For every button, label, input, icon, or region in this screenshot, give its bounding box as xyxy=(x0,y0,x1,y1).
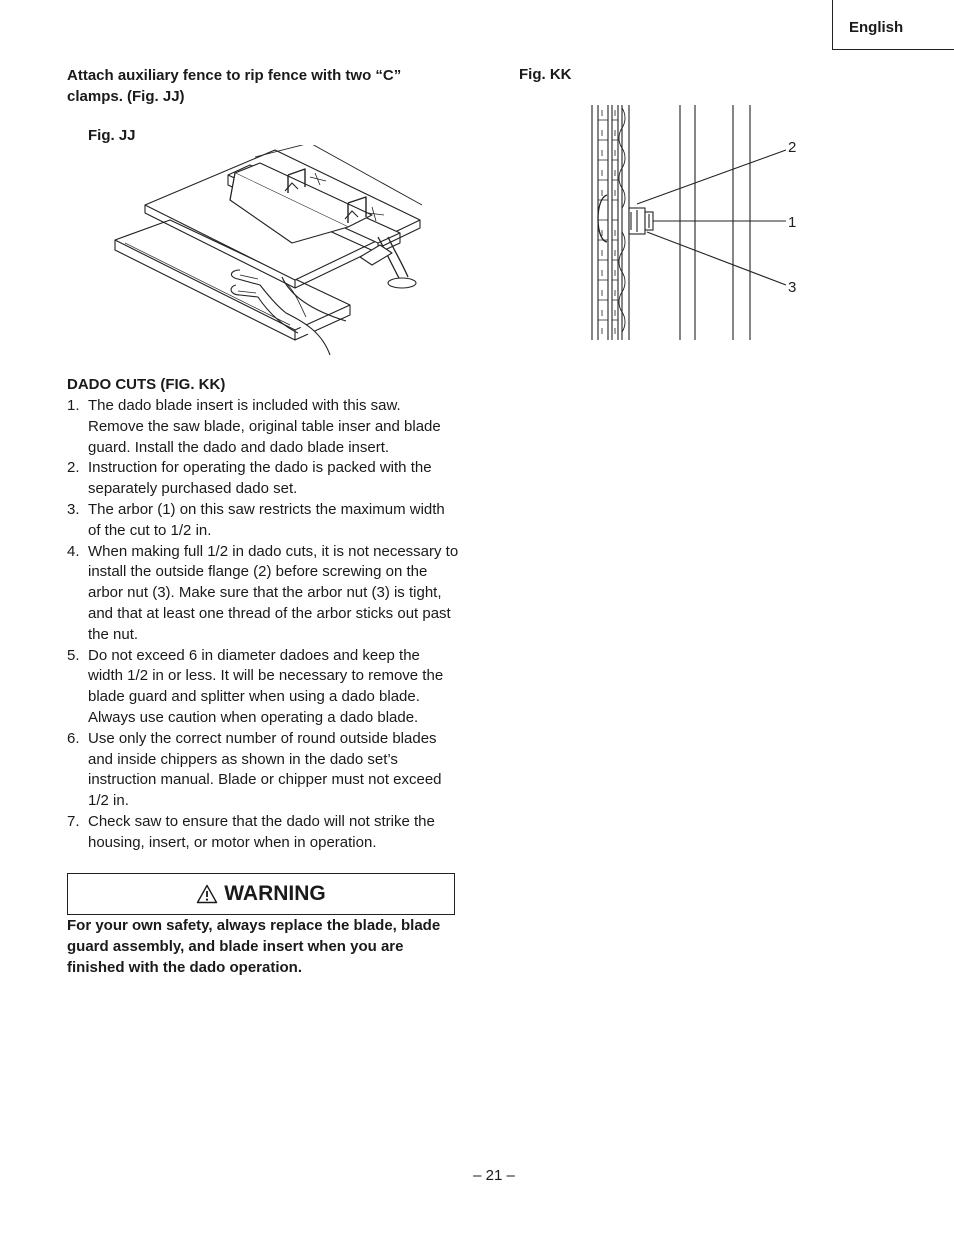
table-saw-illustration xyxy=(110,145,430,360)
list-item xyxy=(67,500,459,542)
step-number: 1. xyxy=(67,397,80,414)
callout-1: 1 xyxy=(788,214,797,231)
dado-steps-list xyxy=(67,396,459,854)
step-text: Do not exceed 6 in diameter dadoes and keep the width 1/2 in or less. It will be necessary to remove the blade guard and splitter when using a dado blade. Always use caution when operating a dado blade. xyxy=(88,646,444,726)
list-item xyxy=(67,396,459,458)
warning-box xyxy=(67,873,455,915)
step-text: The dado blade insert is included with this saw. Remove the saw blade, original table inser and blade guard. Install the dado and dado blade insert. xyxy=(88,397,441,456)
dado-cuts-heading: DADO CUTS (FIG. KK) xyxy=(67,376,226,393)
callout-2: 2 xyxy=(788,139,797,156)
dado-arbor-illustration xyxy=(585,100,810,345)
warning-title: WARNING xyxy=(224,882,326,905)
step-number: 4. xyxy=(67,542,80,560)
step-text: The arbor (1) on this saw restricts the maximum width of the cut to 1/2 in. xyxy=(88,500,445,539)
step-number: 6. xyxy=(67,729,80,747)
page-number xyxy=(0,1167,954,1184)
step-text: Use only the correct number of round outside blades and inside chippers as shown in the dado set’s instruction manual. Blade or chipper must not exceed 1/2 in. xyxy=(88,729,442,810)
step-number: 2. xyxy=(67,459,80,477)
language-label: English xyxy=(849,19,904,36)
list-item xyxy=(67,812,459,854)
step-text: Check saw to ensure that the dado will not strike the housing, insert, or motor when in operation. xyxy=(88,812,435,851)
step-number: 7. xyxy=(67,812,80,830)
list-item xyxy=(67,542,459,646)
callout-3: 3 xyxy=(788,279,797,296)
list-item xyxy=(67,646,459,729)
step-number: 3. xyxy=(67,500,80,518)
step-text: When making full 1/2 in dado cuts, it is not necessary to install the outside flange (2) before screwing on the arbor nut (3). Make sure that the arbor nut (3) is tight, and that at least one thread of the arbor sticks out past the nut. xyxy=(88,542,459,643)
step-number: 5. xyxy=(67,646,80,664)
fig-kk-label: Fig. KK xyxy=(519,66,572,83)
warning-text: For your own safety, always replace the blade, blade guard assembly, and blade insert when you are finished with the dado operation. xyxy=(67,917,441,976)
step-text: Instruction for operating the dado is packed with the separately purchased dado set. xyxy=(88,459,432,498)
intro-instruction: Attach auxiliary fence to rip fence with two “C” clamps. (Fig. JJ) xyxy=(67,67,402,105)
page-number-text: – 21 – xyxy=(473,1167,515,1184)
fig-jj-label: Fig. JJ xyxy=(88,127,136,144)
list-item xyxy=(67,458,459,500)
warning-triangle-icon xyxy=(196,884,218,904)
list-item xyxy=(67,729,459,812)
language-tab xyxy=(832,0,954,50)
